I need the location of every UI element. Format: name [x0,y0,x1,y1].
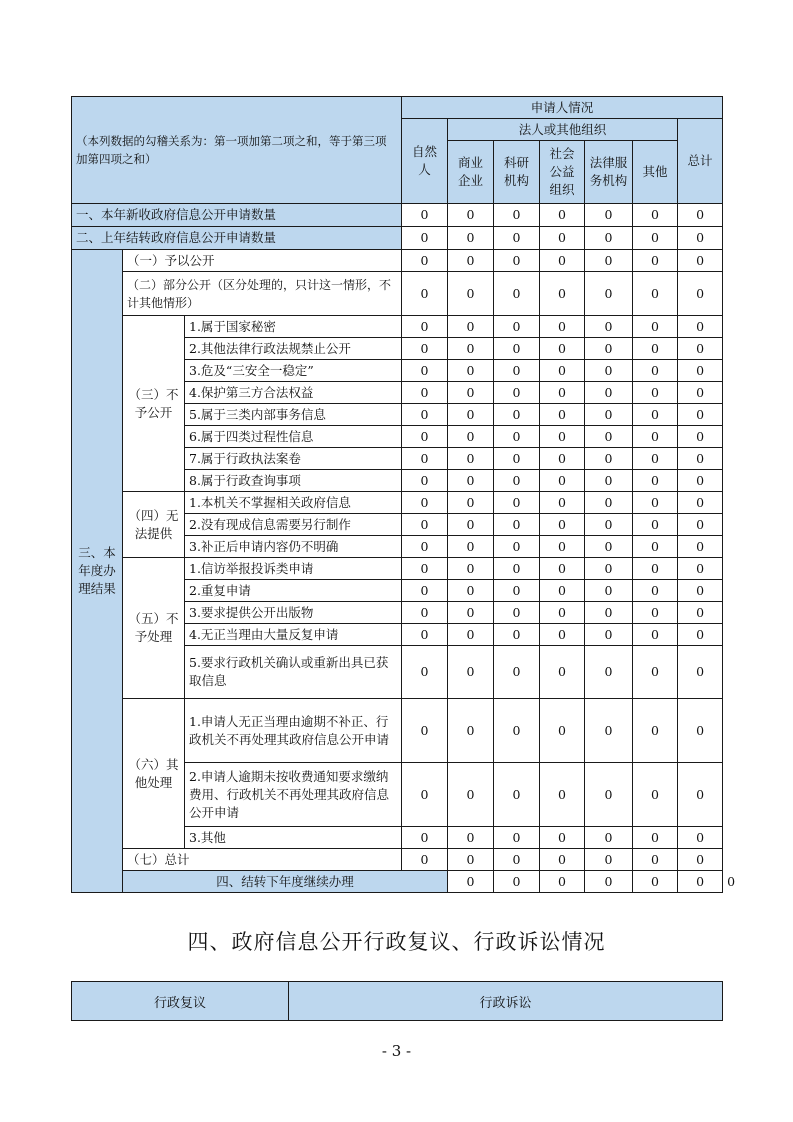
cell-value: 0 [494,338,540,360]
cell-value: 0 [402,580,448,602]
header-legal-service: 法律服务机构 [585,141,633,204]
cell-value: 0 [540,699,585,763]
cell-value: 0 [448,871,494,893]
cell-value: 0 [494,849,540,871]
cell-value: 0 [678,646,723,699]
cell-value: 0 [448,404,494,426]
cell-value: 0 [633,763,678,827]
row-label: 3.补正后申请内容仍不明确 [185,536,402,558]
cell-value: 0 [540,580,585,602]
cell-value: 0 [585,871,633,893]
cell-value: 0 [494,624,540,646]
cell-value: 0 [494,580,540,602]
row-label: 四、结转下年度继续办理 [123,871,448,893]
group-label: （六）其他处理 [123,699,185,849]
row-label: （二）部分公开（区分处理的，只计这一情形，不计其他情形） [123,272,402,316]
cell-value: 0 [585,492,633,514]
cell-value: 0 [448,382,494,404]
cell-value: 0 [540,602,585,624]
statistics-table [71,96,736,893]
cell-value: 0 [633,624,678,646]
cell-value: 0 [402,426,448,448]
row-label: 5.属于三类内部事务信息 [185,404,402,426]
cell-value: 0 [678,536,723,558]
cell-value: 0 [402,849,448,871]
page-number: - 3 - [381,1042,412,1060]
header-commercial: 商业企业 [448,141,494,204]
cell-value: 0 [494,316,540,338]
cell-value: 0 [494,492,540,514]
cell-value: 0 [494,448,540,470]
cell-value: 0 [678,360,723,382]
cell-value: 0 [494,699,540,763]
cell-value: 0 [540,272,585,316]
cell-value: 0 [402,338,448,360]
cell-value: 0 [540,360,585,382]
cell-value: 0 [448,646,494,699]
row-label: 2.申请人逾期未按收费通知要求缴纳费用、行政机关不再处理其政府信息公开申请 [185,763,402,827]
cell-value: 0 [633,250,678,272]
cell-value: 0 [633,699,678,763]
cell-value: 0 [494,514,540,536]
cell-value: 0 [448,360,494,382]
cell-value: 0 [402,470,448,492]
cell-value: 0 [633,536,678,558]
header-research: 科研机构 [494,141,540,204]
row-label: 2.没有现成信息需要另行制作 [185,514,402,536]
cell-value: 0 [494,646,540,699]
row-label: 7.属于行政执法案卷 [185,448,402,470]
cell-value: 0 [678,602,723,624]
table-row [72,699,723,763]
cell-value: 0 [633,646,678,699]
cell-value: 0 [540,426,585,448]
cell-value: 0 [494,250,540,272]
cell-value: 0 [494,827,540,849]
row-label: 4.保护第三方合法权益 [185,382,402,404]
cell-value: 0 [678,699,723,763]
cell-value: 0 [494,763,540,827]
cell-value: 0 [494,382,540,404]
row-label: 8.属于行政查询事项 [185,470,402,492]
cell-value: 0 [494,602,540,624]
cell-value: 0 [448,448,494,470]
cell-value: 0 [585,624,633,646]
cell-value: 0 [633,404,678,426]
cell-value: 0 [585,382,633,404]
row-label: 1.本机关不掌握相关政府信息 [185,492,402,514]
cell-value: 0 [540,204,585,227]
cell-value: 0 [585,316,633,338]
cell-value: 0 [540,646,585,699]
cell-value: 0 [633,580,678,602]
cell-value: 0 [402,602,448,624]
cell-value: 0 [402,382,448,404]
cell-value: 0 [540,849,585,871]
cell-value: 0 [585,827,633,849]
table-row [72,849,723,871]
cell-value: 0 [633,492,678,514]
cell-value: 0 [402,763,448,827]
review-litigation-table [71,981,723,1021]
cell-value: 0 [448,227,494,250]
cell-value: 0 [678,492,723,514]
table-row [72,492,723,514]
cell-value: 0 [540,470,585,492]
cell-value: 0 [633,316,678,338]
cell-value: 0 [633,514,678,536]
cell-value: 0 [448,514,494,536]
table-row [72,204,723,227]
cell-value: 0 [402,624,448,646]
cell-value: 0 [402,404,448,426]
cell-value: 0 [678,580,723,602]
cell-value: 0 [633,602,678,624]
cell-value: 0 [585,849,633,871]
cell-value: 0 [494,470,540,492]
cell-value: 0 [633,849,678,871]
row-label: 4.无正当理由大量反复申请 [185,624,402,646]
cell-value: 0 [678,316,723,338]
header-admin-review: 行政复议 [72,982,289,1021]
header-legal-org: 法人或其他组织 [448,119,678,141]
cell-value: 0 [448,426,494,448]
cell-value: 0 [402,204,448,227]
row-label: 一、本年新收政府信息公开申请数量 [72,204,402,227]
cell-value: 0 [585,426,633,448]
cell-value: 0 [633,382,678,404]
cell-value: 0 [494,871,540,893]
cell-value: 0 [585,580,633,602]
cell-value: 0 [585,250,633,272]
cell-value: 0 [633,448,678,470]
cell-value: 0 [448,316,494,338]
table-row [72,250,723,272]
header-natural-person: 自然人 [402,119,448,204]
cell-value: 0 [540,448,585,470]
cell-value: 0 [633,871,678,893]
cell-value: 0 [402,316,448,338]
cell-value: 0 [494,558,540,580]
cell-value: 0 [678,871,723,893]
cell-value: 0 [494,426,540,448]
cell-value: 0 [678,827,723,849]
row-label: 1.属于国家秘密 [185,316,402,338]
table-row: 四、结转下年度继续办理 0 0 0 0 0 0 0 [72,871,723,893]
cell-value: 0 [585,536,633,558]
cell-value: 0 [402,827,448,849]
cell-value: 0 [402,536,448,558]
cell-value: 0 [402,646,448,699]
cell-value: 0 [585,763,633,827]
cell-value: 0 [448,204,494,227]
cell-value: 0 [678,763,723,827]
cell-value: 0 [633,360,678,382]
group-label: （五）不予处理 [123,558,185,699]
table-row [72,272,723,316]
cell-value: 0 [678,448,723,470]
cell-value: 0 [402,360,448,382]
cell-value: 0 [448,699,494,763]
row-label: 3.危及“三安全一稳定” [185,360,402,382]
row-label: 2.重复申请 [185,580,402,602]
cell-value: 0 [540,624,585,646]
cell-value: 0 [633,827,678,849]
cell-value: 0 [678,272,723,316]
cell-value: 0 [540,227,585,250]
cell-value: 0 [633,426,678,448]
cell-value: 0 [585,338,633,360]
cell-value: 0 [678,624,723,646]
row-label: （七）总计 [123,849,402,871]
cell-value: 0 [402,492,448,514]
cell-value: 0 [540,536,585,558]
cell-value: 0 [585,360,633,382]
cell-value: 0 [448,558,494,580]
section-title: 四、政府信息公开行政复议、行政诉讼情况 [187,930,606,954]
cell-value: 0 [585,470,633,492]
cell-value: 0 [494,536,540,558]
cell-value: 0 [678,382,723,404]
cell-value: 0 [540,492,585,514]
cell-value: 0 [540,316,585,338]
cell-value: 0 [402,272,448,316]
cell-value: 0 [448,580,494,602]
row-label: 3.要求提供公开出版物 [185,602,402,624]
header-social: 社会公益组织 [540,141,585,204]
row-label: （一）予以公开 [123,250,402,272]
cell-value: 0 [448,849,494,871]
cell-value: 0 [633,558,678,580]
cell-value: 0 [585,448,633,470]
row-label: 二、上年结转政府信息公开申请数量 [72,227,402,250]
row-label: 6.属于四类过程性信息 [185,426,402,448]
cell-value: 0 [448,470,494,492]
group-label: （三）不予公开 [123,316,185,492]
cell-value: 0 [448,827,494,849]
cell-value: 0 [448,602,494,624]
cell-value: 0 [448,492,494,514]
cell-value: 0 [540,558,585,580]
header-other: 其他 [633,141,678,204]
row-label: 1.申请人无正当理由逾期不补正、行政机关不再处理其政府信息公开申请 [185,699,402,763]
cell-value: 0 [494,227,540,250]
cell-value: 0 [585,404,633,426]
cell-value: 0 [448,763,494,827]
cell-value: 0 [402,699,448,763]
header-applicant: 申请人情况 [402,97,723,119]
cell-value: 0 [540,871,585,893]
cell-value: 0 [585,699,633,763]
cell-value: 0 [678,849,723,871]
cell-value: 0 [678,426,723,448]
cell-value: 0 [678,470,723,492]
cell-value: 0 [633,338,678,360]
cell-value: 0 [448,272,494,316]
group-label: （四）无法提供 [123,492,185,558]
table-row [72,227,723,250]
cell-value: 0 [402,448,448,470]
cell-value: 0 [402,250,448,272]
row-label: 2.其他法律行政法规禁止公开 [185,338,402,360]
cell-value: 0 [585,514,633,536]
cell-value: 0 [678,558,723,580]
cell-value: 0 [585,602,633,624]
cell-value: 0 [633,272,678,316]
cell-value: 0 [402,514,448,536]
cell-value: 0 [540,763,585,827]
cell-value: 0 [448,338,494,360]
cell-value: 0 [633,227,678,250]
cell-value: 0 [494,272,540,316]
cell-value: 0 [633,470,678,492]
table-row [72,558,723,580]
cell-value: 0 [585,558,633,580]
cell-value: 0 [448,624,494,646]
cell-value: 0 [678,514,723,536]
cell-value: 0 [540,827,585,849]
cell-value: 0 [540,382,585,404]
cell-value: 0 [540,250,585,272]
cell-value: 0 [678,227,723,250]
cell-value: 0 [448,250,494,272]
cell-value: 0 [678,404,723,426]
cell-value: 0 [448,536,494,558]
cell-value: 0 [540,404,585,426]
cell-value: 0 [402,558,448,580]
cell-value: 0 [494,404,540,426]
header-total: 总计 [678,119,723,204]
cell-value: 0 [494,360,540,382]
header-note: （本列数据的勾稽关系为：第一项加第二项之和，等于第三项加第四项之和） [72,97,402,204]
cell-value: 0 [540,514,585,536]
cell-value: 0 [678,204,723,227]
row-label: 3.其他 [185,827,402,849]
cell-value: 0 [585,204,633,227]
row-label: 5.要求行政机关确认或重新出具已获取信息 [185,646,402,699]
header-admin-litigation: 行政诉讼 [289,982,723,1021]
cell-value: 0 [402,227,448,250]
cell-value: 0 [585,272,633,316]
cell-value: 0 [585,227,633,250]
cell-value: 0 [678,250,723,272]
row-label: 1.信访举报投诉类申请 [185,558,402,580]
cell-value: 0 [633,204,678,227]
cell-value: 0 [585,646,633,699]
section3-label: 三、本年度办理结果 [72,250,123,893]
cell-value: 0 [540,338,585,360]
cell-value: 0 [678,338,723,360]
cell-value: 0 [494,204,540,227]
table-row [72,316,723,338]
